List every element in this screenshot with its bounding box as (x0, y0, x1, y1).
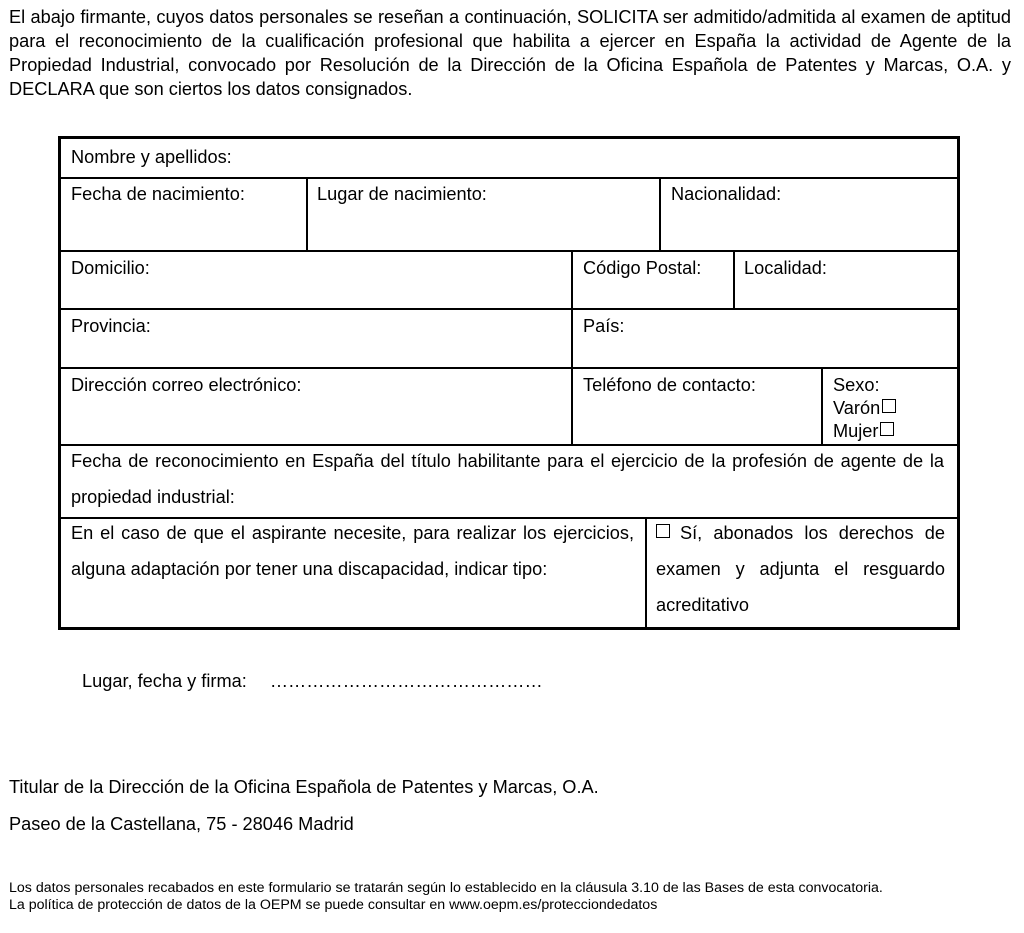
field-localidad[interactable]: Localidad: (744, 258, 827, 278)
abonados-label: Sí, abonados los derechos de examen y adjunta el resguardo acreditativo (656, 523, 945, 615)
field-pais[interactable]: País: (583, 316, 625, 336)
field-provincia[interactable]: Provincia: (71, 316, 151, 336)
field-adaptacion[interactable]: En el caso de que el aspirante necesite, para realizar los ejercicios, alguna adaptación por tener una discapacidad, indicar tipo: (71, 523, 634, 579)
addressee-address: Paseo de la Castellana, 75 - 28046 Madrid (9, 814, 354, 834)
signature-dots: ……………………………………… (269, 671, 543, 691)
field-nacionalidad[interactable]: Nacionalidad: (671, 184, 782, 204)
field-fecha-nacimiento[interactable]: Fecha de nacimiento: (71, 184, 245, 204)
field-nombre[interactable]: Nombre y apellidos: (71, 147, 232, 167)
field-telefono[interactable]: Teléfono de contacto: (583, 375, 756, 395)
field-fecha-reconocimiento[interactable]: Fecha de reconocimiento en España del título habilitante para el ejercicio de la profesión de agente de la propiedad industrial: (71, 451, 944, 507)
option-abonados[interactable] (656, 515, 945, 623)
row-divider (61, 177, 957, 179)
row-divider (61, 250, 957, 252)
column-divider (571, 250, 573, 446)
field-lugar-nacimiento[interactable]: Lugar de nacimiento: (317, 184, 487, 204)
column-divider (659, 177, 661, 252)
row-divider (61, 308, 957, 310)
column-divider (645, 517, 647, 630)
signature-label: Lugar, fecha y firma: (82, 671, 247, 691)
column-divider (306, 177, 308, 252)
mujer-label: Mujer (833, 421, 879, 441)
option-mujer[interactable] (833, 419, 894, 443)
signature-line[interactable] (82, 669, 543, 693)
varon-label: Varón (833, 398, 881, 418)
field-domicilio[interactable]: Domicilio: (71, 258, 150, 278)
mujer-checkbox[interactable] (880, 422, 894, 436)
privacy-notice (9, 880, 883, 914)
field-email[interactable]: Dirección correo electrónico: (71, 375, 302, 395)
column-divider (733, 250, 735, 310)
privacy-line-1: Los datos personales recabados en este formulario se tratarán según lo establecido en la cláusula 3.10 de las Bases de esta convocatoria. (9, 880, 883, 896)
abonados-checkbox[interactable] (656, 524, 670, 538)
intro-paragraph: El abajo firmante, cuyos datos personales se reseñan a continuación, SOLICITA ser admitido/admitida al examen de aptitud para el reconocimiento de la cualificación profesional que habilita a ejercer en España la actividad de Agente de la Propiedad Industrial, convocado por Resolución de la Dirección de la Oficina Española de Patentes y Marcas, O.A. y DECLARA que son ciertos los datos consignados. (9, 7, 1011, 99)
field-codigo-postal[interactable]: Código Postal: (583, 258, 702, 278)
column-divider (821, 367, 823, 446)
addressee-title: Titular de la Dirección de la Oficina Española de Patentes y Marcas, O.A. (9, 777, 599, 797)
application-form (58, 136, 960, 630)
sexo-label: Sexo: (833, 375, 880, 395)
option-varon[interactable] (833, 396, 896, 420)
privacy-line-2: La política de protección de datos de la OEPM se puede consultar en www.oepm.es/protecciondedatos (9, 897, 658, 913)
varon-checkbox[interactable] (882, 399, 896, 413)
